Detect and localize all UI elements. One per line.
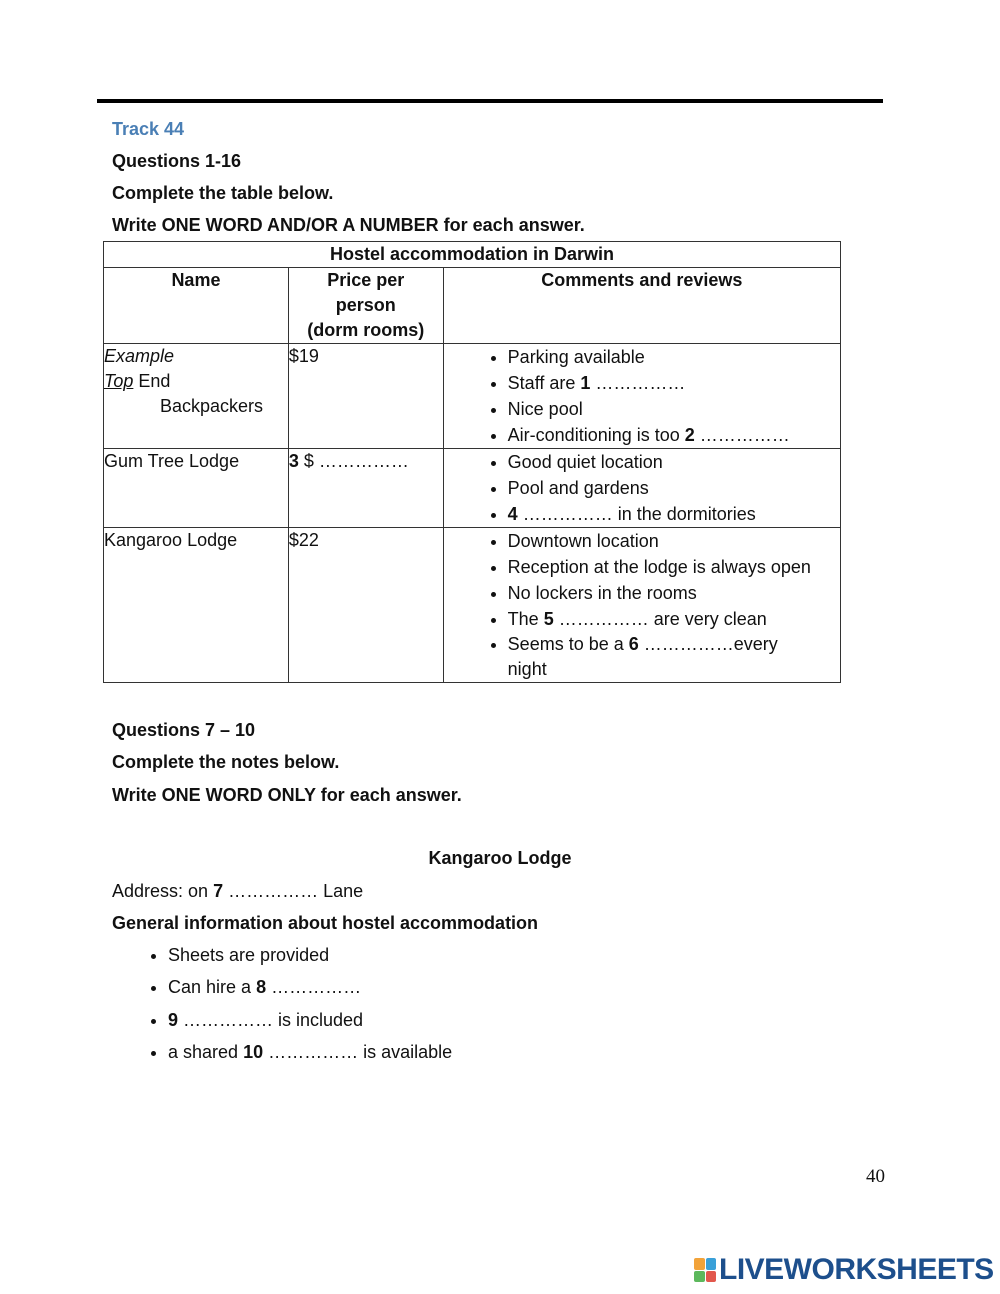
general-info-heading: General information about hostel accommodation: [112, 913, 539, 933]
question-number: 3: [288, 451, 299, 471]
question-number: 4: [507, 504, 518, 524]
price-cell: $22: [288, 528, 443, 683]
question-number: 9: [168, 1009, 179, 1030]
questions-7-10-heading: Questions 7 – 10: [112, 720, 256, 740]
comment-item: • Pool and gardens: [508, 475, 840, 501]
liveworksheets-icon: [694, 1258, 716, 1282]
question-number: 2: [684, 425, 695, 445]
logo-square: [694, 1271, 705, 1283]
instruction-one-word-only: Write ONE WORD ONLY for each answer.: [112, 785, 462, 805]
comment-item: • Downtown location: [508, 528, 840, 554]
hostel-table: [103, 241, 841, 683]
comment-item: • Parking available: [508, 344, 840, 370]
logo-text: LIVEWORKSHEETS: [719, 1253, 994, 1286]
price-cell: $19: [288, 344, 443, 449]
logo-square: [706, 1258, 717, 1270]
question-number: 5: [543, 609, 554, 629]
comment-item: • Staff are 1 ……………: [508, 370, 840, 396]
name-cell: Gum Tree Lodge: [104, 449, 289, 528]
comment-item: • 4 …………… in the dormitories: [508, 501, 840, 527]
questions-1-heading: Questions 1-16: [112, 151, 242, 171]
table-header-row: [104, 268, 841, 344]
table-row: [104, 528, 841, 683]
list-item: • Can hire a 8 ……………: [168, 976, 452, 998]
top-rule: [97, 99, 883, 103]
list-item: • Sheets are provided: [168, 944, 452, 966]
comments-cell: [443, 449, 840, 528]
header-price-line: (dorm rooms): [307, 320, 425, 340]
list-item: • 9 …………… is included: [168, 1009, 452, 1031]
question-number: 6: [628, 634, 639, 654]
comment-item: • The 5 …………… are very clean: [508, 606, 840, 632]
logo-square: [694, 1258, 705, 1270]
name-cell: Kangaroo Lodge: [104, 528, 289, 683]
notes-list: [112, 944, 452, 1073]
price-cell: 3 $ ……………: [288, 449, 443, 528]
table-row: [104, 344, 841, 449]
question-number: 10: [243, 1041, 264, 1062]
name-top: Top: [104, 371, 134, 391]
page-number: 40: [866, 1166, 885, 1187]
question-number: 8: [256, 977, 267, 998]
address-line: Address: on 7 …………… Lane: [112, 881, 364, 901]
header-price: [288, 268, 443, 344]
comment-item: • Reception at the lodge is always open: [508, 554, 840, 580]
question-number: 7: [213, 881, 224, 901]
comment-item: • Air-conditioning is too 2 ……………: [508, 422, 840, 448]
name-line2: Backpackers: [160, 396, 264, 416]
track-label: Track 44: [112, 119, 185, 139]
logo-square: [706, 1271, 717, 1283]
comments-cell: [443, 344, 840, 449]
comment-item: • Seems to be a 6 ……………every night: [508, 632, 840, 682]
comment-item: • Nice pool: [508, 396, 840, 422]
table-title-row: [104, 242, 841, 268]
liveworksheets-logo[interactable]: [694, 1254, 994, 1286]
table-title: Hostel accommodation in Darwin: [104, 242, 841, 268]
list-item: • a shared 10 …………… is available: [168, 1041, 452, 1063]
instruction-complete-notes: Complete the notes below.: [112, 752, 340, 772]
comment-item: • No lockers in the rooms: [508, 580, 840, 606]
instruction-complete-table: Complete the table below.: [112, 183, 334, 203]
question-number: 1: [580, 373, 591, 393]
instruction-one-word-number: Write ONE WORD AND/OR A NUMBER for each answer.: [112, 215, 585, 235]
header-price-line: person: [335, 295, 396, 315]
comments-cell: [443, 528, 840, 683]
name-cell: [104, 344, 289, 449]
table-row: [104, 449, 841, 528]
header-comments: Comments and reviews: [443, 268, 840, 344]
header-price-line: Price per: [327, 270, 405, 290]
notes-title: Kangaroo Lodge: [428, 848, 572, 868]
name-rest: End: [133, 371, 171, 391]
comment-item: • Good quiet location: [508, 449, 840, 475]
header-name: Name: [104, 268, 289, 344]
example-label: Example: [104, 346, 175, 366]
